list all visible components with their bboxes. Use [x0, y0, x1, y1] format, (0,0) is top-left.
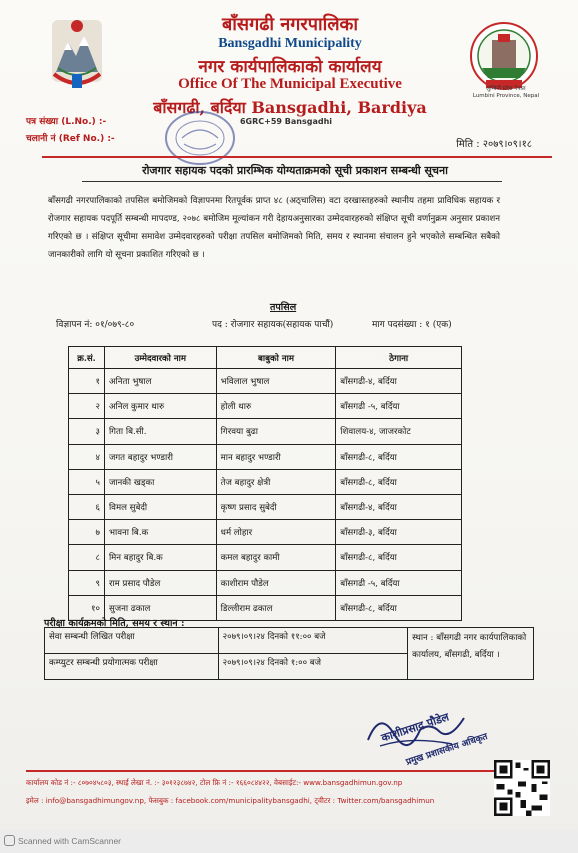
exam-datetime: २०७९।०९।२४ दिनको १:०० बजे — [218, 654, 408, 680]
father-name: भविलाल भुषाल — [216, 369, 336, 394]
nepal-emblem-logo — [46, 12, 108, 98]
signatory-name: काशीप्रसाद पौडेल — [379, 710, 451, 745]
candidate-address: बाँसगढी-३, बर्दिया — [336, 520, 462, 545]
father-name: मान बहादुर भण्डारी — [216, 444, 336, 469]
candidate-address: बाँसगढी -५, बर्दिया — [336, 570, 462, 595]
camscanner-icon — [4, 835, 15, 846]
row-sn: ६ — [69, 494, 105, 519]
candidate-address: बाँसगढी-८, बर्दिया — [336, 444, 462, 469]
candidate-name: अनिल कुमार थारु — [104, 394, 216, 419]
candidate-name: सुजना ढकाल — [104, 595, 216, 620]
header-divider — [42, 156, 552, 158]
candidate-name: गिता बि.सी. — [104, 419, 216, 444]
exam-type: सेवा सम्बन्धी लिखित परीक्षा — [45, 628, 219, 654]
father-name: होली थारु — [216, 394, 336, 419]
exam-schedule-title: परीक्षा कार्यक्रमको मिति, समय र स्थान : — [44, 618, 185, 629]
father-name: धर्म लोहार — [216, 520, 336, 545]
table-row — [69, 494, 462, 519]
candidate-table — [68, 346, 462, 621]
scanner-watermark-text: Scanned with CamScanner — [18, 836, 122, 846]
father-name: डिल्लीराम ढकाल — [216, 595, 336, 620]
plus-code: 6GRC+59 Bansgadhi — [239, 117, 333, 126]
subject-underline — [82, 181, 502, 182]
notice-body: बाँसगढी नगरपालिकाको तपसिल बमोजिमको विज्ञापनमा रितपूर्वक प्राप्त ४८ (अठ्चालिस) वटा दरखास्तहरुको स्थानीय तहमा प्राविधिक सहायक र रोजगार सहायक पदपूर्ति सम्बन्धी मापदण्ड, २०७८ बमोजिम मूल्यांकन गरी देहायअनुसारका उम्मेदवारहरुको संक्षिप्त सूची वर्णानुक्रम अनुसार प्रकाशन गरिएको छ । संक्षिप्त सूचीमा समावेश उम्मेदवारहरुको परीक्षा तपसिल बमोजिमको मिति, समय र स्थानमा संचालन हुने भएकोले सम्बन्धित सबैको जानकारीको लागि यो सूचना प्रकाशित गरिएको छ । — [48, 196, 500, 260]
office-stamp — [160, 108, 240, 168]
col-header-candidate: उम्मेदवारको नाम — [104, 347, 216, 369]
schedule-heading: तपसिल — [270, 302, 297, 313]
candidate-name: भावना बि.क — [104, 520, 216, 545]
footer-social-line: इमेल : info@bansgadhimungov.np, फेसबुक : facebook.com/municipalitybansgadhi, ट्वीटर : Twitter.com/bansgadhimun — [26, 796, 435, 805]
row-sn: २ — [69, 394, 105, 419]
candidate-address: बाँसगढी-४, बर्दिया — [336, 369, 462, 394]
row-sn: ८ — [69, 545, 105, 570]
notice-subject: रोजगार सहायक पदको प्रारम्भिक योग्यताक्रमको सूची प्रकाशन सम्बन्धी सूचना — [142, 164, 448, 177]
row-sn: १ — [69, 369, 105, 394]
row-sn: ४ — [69, 444, 105, 469]
table-row — [69, 369, 462, 394]
office-name-english: Office Of The Municipal Executive — [178, 76, 402, 92]
father-name: कृष्ण प्रसाद सुबेदी — [216, 494, 336, 519]
exam-type: कम्प्युटर सम्बन्धी प्रयोगात्मक परीक्षा — [45, 654, 219, 680]
signatory-title: प्रमुख प्रशासकीय अधिकृत — [404, 732, 489, 768]
table-row — [69, 444, 462, 469]
table-header-row — [69, 347, 462, 369]
father-name: काशीराम पौडेल — [216, 570, 336, 595]
footer-divider — [26, 770, 496, 772]
candidate-name: जगत बहादुर भण्डारी — [104, 444, 216, 469]
address: बाँसगढी, बर्दिया Bansgadhi, Bardiya — [153, 98, 427, 117]
table-row — [69, 419, 462, 444]
vacancy-count: माग पदसंख्या : १ (एक) — [372, 320, 452, 330]
table-row — [69, 469, 462, 494]
qr-code — [494, 760, 550, 816]
row-sn: ५ — [69, 469, 105, 494]
table-row — [69, 520, 462, 545]
advertisement-number: विज्ञापन नं: ०१/०७९-८० — [56, 320, 135, 330]
table-row — [45, 628, 534, 654]
exam-schedule-table — [44, 627, 534, 680]
reference-number-label: चलानी नं (Ref No.) :- — [26, 134, 115, 144]
exam-datetime: २०७९।०९।२४ दिनको ११:०० बजे — [218, 628, 408, 654]
candidate-address: बाँसगढी-८, बर्दिया — [336, 545, 462, 570]
father-name: कमल बहादुर कामी — [216, 545, 336, 570]
issue-date: मिति : २०७९।०९।१८ — [456, 139, 532, 150]
letter-number-label: पत्र संख्या (L.No.) :- — [26, 117, 107, 127]
candidate-address: बाँसगढी-४, बर्दिया — [336, 494, 462, 519]
candidate-name: राम प्रसाद पौडेल — [104, 570, 216, 595]
table-row — [69, 570, 462, 595]
exam-venue: स्थान : बाँसगढी नगर कार्यपालिकाको कार्यालय, बाँसगढी, बर्दिया । — [408, 628, 534, 680]
col-header-address: ठेगाना — [336, 347, 462, 369]
province-caption: लुम्बिनी प्रदेश नेपाल Lumbini Province, Nepal — [472, 86, 540, 99]
candidate-name: विमल सुबेदी — [104, 494, 216, 519]
candidate-address: शिवालय-४, जाजरकोट — [336, 419, 462, 444]
municipality-seal-logo — [468, 20, 540, 96]
candidate-address: बाँसगढी-८, बर्दिया — [336, 469, 462, 494]
father-name: गिरवया बुढा — [216, 419, 336, 444]
table-row — [69, 394, 462, 419]
row-sn: ७ — [69, 520, 105, 545]
row-sn: १० — [69, 595, 105, 620]
candidate-address: बाँसगढी-८, बर्दिया — [336, 595, 462, 620]
candidate-name: अनिता भुषाल — [104, 369, 216, 394]
col-header-sn: क्र.सं. — [69, 347, 105, 369]
municipality-name-english: Bansgadhi Municipality — [218, 36, 362, 51]
footer-contact-line: कार्यालय कोड नं :- ८०७०४५८०३, स्थाई लेखा नं. :- ३०१२३८७४२, टोल फ्रि नं :- १६६०८४४२२, वेबसाईट:- www.bansgadhimun.gov.np — [26, 778, 403, 787]
office-name-nepali: नगर कार्यपालिकाको कार्यालय — [198, 57, 382, 77]
row-sn: ३ — [69, 419, 105, 444]
municipality-name-nepali: बाँसगढी नगरपालिका — [221, 14, 359, 35]
table-row — [69, 545, 462, 570]
row-sn: ९ — [69, 570, 105, 595]
candidate-address: बाँसगढी -५, बर्दिया — [336, 394, 462, 419]
col-header-father: बाबुको नाम — [216, 347, 336, 369]
candidate-name: जानकी खड्का — [104, 469, 216, 494]
candidate-name: मिन बहादुर बि.क — [104, 545, 216, 570]
post-name: पद : रोजगार सहायक(सहायक पाचौं) — [212, 320, 334, 330]
father-name: तेज बहादुर क्षेत्री — [216, 469, 336, 494]
